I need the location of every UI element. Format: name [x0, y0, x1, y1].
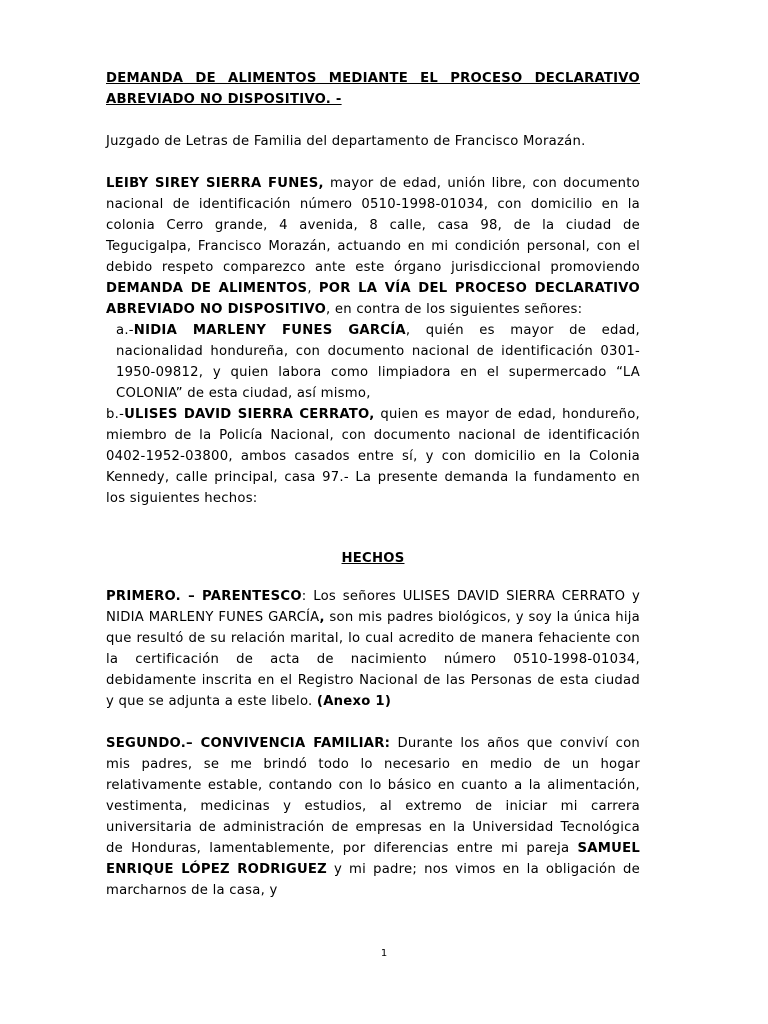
defendant-a-prefix: a.-	[116, 323, 134, 338]
defendant-b	[106, 404, 640, 509]
defendant-a-name: NIDIA MARLENY FUNES GARCÍA	[133, 323, 406, 338]
defendant-b-prefix: b.-	[106, 407, 125, 422]
fact-segundo-text-2: y mi padre; nos vimos en la obligación de marcharnos de la casa, y	[106, 862, 640, 898]
hechos-heading: HECHOS	[341, 551, 405, 566]
fact-primero	[106, 586, 640, 712]
defendant-a-text: , quién es mayor de edad, nacionalidad hondureña, con documento nacional de identificación 0301-1950-09812, y quien labora como limpiadora en el supermercado “LA COLONIA” de esta ciudad, así mismo,	[116, 323, 640, 401]
page-number: 1	[380, 948, 388, 959]
fact-primero-text-1: : Los señores ULISES DAVID SIERRA CERRATO y NIDIA MARLENY FUNES GARCÍA	[106, 589, 640, 625]
intro-text-2: ,	[307, 281, 319, 296]
intro-text-3: , en contra de los siguientes señores:	[326, 302, 583, 317]
defendant-a	[106, 320, 640, 404]
intro-paragraph	[106, 173, 640, 320]
fact-primero-comma: ,	[319, 610, 325, 625]
demand-type: DEMANDA DE ALIMENTOS	[106, 281, 308, 296]
annex-reference: (Anexo 1)	[316, 694, 392, 709]
document-title: DEMANDA DE ALIMENTOS MEDIANTE EL PROCESO DECLARATIVO ABREVIADO NO DISPOSITIVO. -	[106, 71, 640, 107]
fact-segundo-name: SAMUEL ENRIQUE LÓPEZ RODRIGUEZ	[106, 841, 640, 877]
fact-segundo-label: SEGUNDO.– CONVIVENCIA FAMILIAR:	[106, 736, 391, 751]
intro-text-1: mayor de edad, unión libre, con documento nacional de identificación número 0510-1998-01034, con domicilio en la colonia Cerro grande, 4 avenida, 8 calle, casa 98, de la ciudad de Tegucigalpa, Francisco Morazán, actuando en mi condición personal, con el debido respeto comparezco ante este órgano jurisdiccional promoviendo	[106, 176, 640, 275]
fact-segundo-text-1: Durante los años que conviví con mis padres, se me brindó todo lo necesario en medio de un hogar relativamente estable, contando con lo básico en cuanto a la alimentación, vestimenta, medicinas y estudios, al extremo de iniciar mi carrera universitaria de administración de empresas en la Universidad Tecnológica de Honduras, lamentablemente, por diferencias entre mi pareja	[106, 736, 640, 856]
plaintiff-name: LEIBY SIREY SIERRA FUNES,	[106, 176, 324, 191]
document-body	[106, 68, 640, 901]
fact-primero-label: PRIMERO. – PARENTESCO	[106, 589, 302, 604]
court-line: Juzgado de Letras de Familia del departamento de Francisco Morazán.	[106, 134, 586, 149]
fact-segundo	[106, 733, 640, 901]
defendant-b-name: ULISES DAVID SIERRA CERRATO,	[124, 407, 375, 422]
process-type: POR LA VÍA DEL PROCESO DECLARATIVO ABREVIADO NO DISPOSITIVO	[106, 281, 640, 317]
fact-primero-text-2: son mis padres biológicos, y soy la única hija que resultó de su relación marital, lo cual acredito de manera fehaciente con la certificación de acta de nacimiento número 0510-1998-01034, debidamente inscrita en el Registro Nacional de las Personas de esta ciudad y que se adjunta a este libelo.	[106, 610, 640, 709]
defendant-b-text: quien es mayor de edad, hondureño, miembro de la Policía Nacional, con documento nacional de identificación 0402-1952-03800, ambos casados entre sí, y con domicilio en la Colonia Kennedy, calle principal, casa 97.- La presente demanda la fundamento en los siguientes hechos:	[106, 407, 640, 506]
